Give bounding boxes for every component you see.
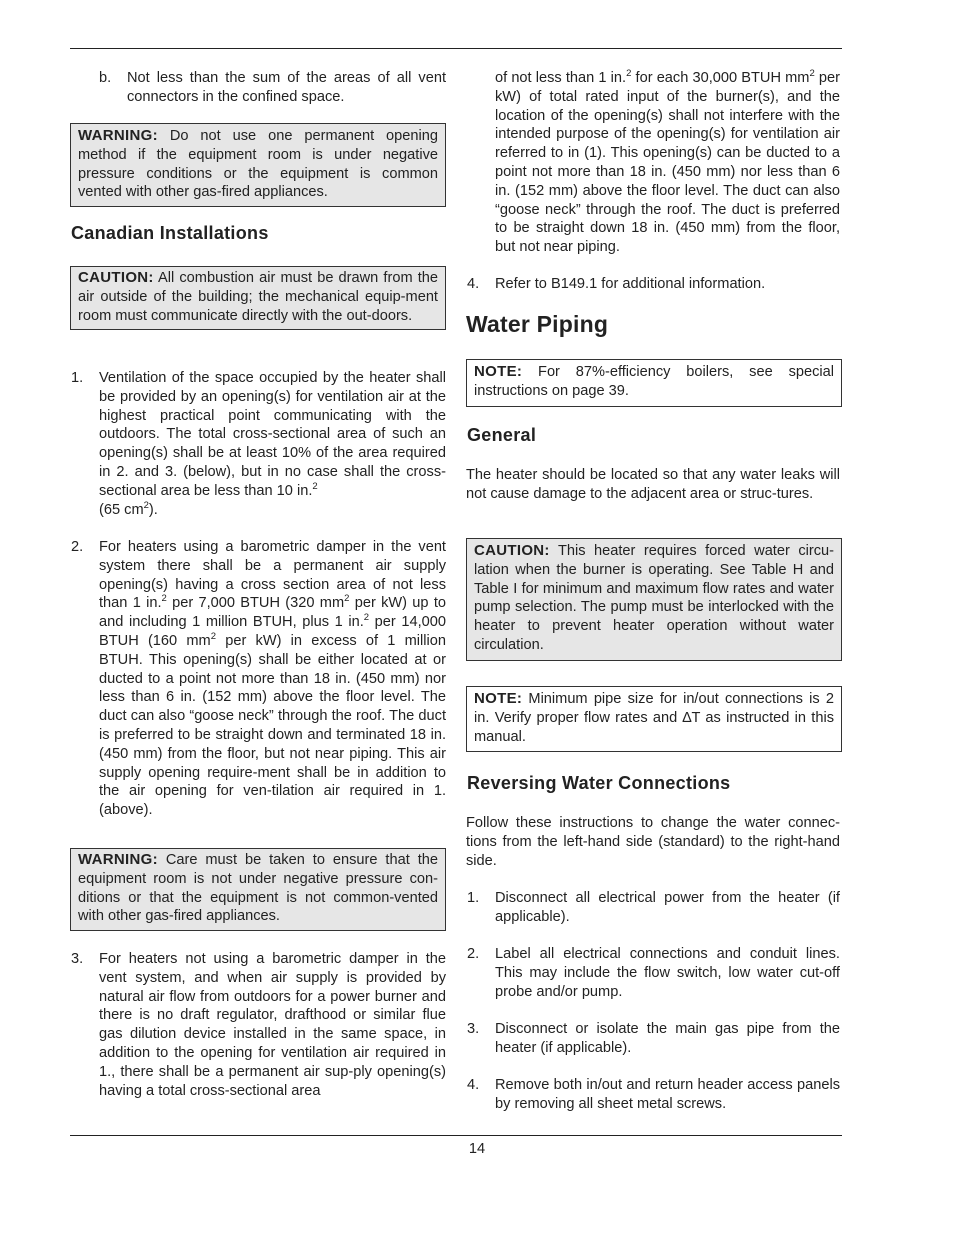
- section-heading-general: General: [467, 425, 537, 445]
- bottom-rule: [70, 1135, 842, 1136]
- section-heading-reversing-water-connections: Reversing Water Connections: [467, 773, 731, 793]
- list-marker: 4.: [467, 1077, 480, 1093]
- list-item-3: [70, 950, 446, 1100]
- paragraph-text: for each 30,000 BTUH mm: [631, 70, 810, 86]
- list-marker: 3.: [467, 1021, 480, 1037]
- superscript: 2: [626, 68, 632, 80]
- superscript: 2: [210, 631, 216, 643]
- continued-paragraph: [495, 69, 840, 257]
- note-box-pipe-size: [466, 686, 842, 752]
- warning-box-permanent-opening: [70, 123, 446, 207]
- list-item-text: Refer to B149.1 for additional information.: [495, 276, 766, 292]
- list-item-text: Not less than the sum of the areas of all vent connectors in the confined space.: [127, 70, 446, 105]
- reversing-paragraph: Follow these instructions to change the water connec-tions from the left-hand side (standard) to the right-hand side.: [466, 815, 840, 869]
- note-label: NOTE:: [474, 690, 523, 707]
- list-item-text: ).: [148, 501, 158, 518]
- list-marker: 2.: [467, 946, 480, 962]
- caution-text: This heater requires forced water circu-lation when the burner is operating. See Table H and Table I for minimum and maximum flow rates and water pump selection. The pump must be interlocked with the heater to prevent heater operation without water circulation.: [474, 543, 834, 653]
- section-heading-canadian-installations: Canadian Installations: [71, 223, 269, 243]
- list-item-text: Disconnect all electrical power from the heater (if applicable).: [495, 890, 840, 925]
- note-text: For 87%-efficiency boilers, see special instructions on page 39.: [474, 364, 834, 399]
- warning-label: WARNING:: [78, 851, 158, 868]
- list-item-text: For heaters using a barometric damper in the vent system there shall be a permanent air supply opening(s) having a cross section area of not less than 1 in.: [99, 539, 446, 612]
- step-item-4: [466, 1076, 840, 1114]
- superscript: 2: [312, 480, 318, 492]
- list-item-1: [70, 369, 446, 519]
- step-item-3: [466, 1020, 840, 1058]
- warning-text: Do not use one permanent opening method if the equipment room is under negative pressure conditions or the equipment is common vented with other gas-fired appliances.: [78, 128, 438, 201]
- paragraph-text: of not less than 1 in.: [495, 70, 627, 86]
- list-marker: 4.: [467, 276, 480, 292]
- list-item-text: Remove both in/out and return header access panels by removing all sheet metal screws.: [495, 1077, 840, 1112]
- list-item-text: per kW) up to and including 1 million BTUH, plus 1 in.: [99, 595, 446, 631]
- top-rule: [70, 48, 842, 49]
- list-item-text: per 7,000 BTUH (320 mm: [166, 595, 345, 612]
- caution-text: All combustion air must be drawn from the air outside of the building; the mechanical equip-ment room must communicate directly with the out-doors.: [78, 270, 438, 324]
- list-marker: 1.: [467, 890, 480, 906]
- note-text: Minimum pipe size for in/out connections is 2 in. Verify proper flow rates and ∆T as instructed in this manual.: [474, 691, 834, 745]
- page-number: 14: [468, 1141, 486, 1157]
- caution-box-combustion-air: [70, 266, 446, 330]
- superscript: 2: [143, 499, 149, 511]
- caution-label: CAUTION:: [474, 542, 550, 559]
- list-item-b: [70, 69, 446, 107]
- list-item-4: [466, 275, 840, 294]
- list-item-text: per 14,000 BTUH (160 mm: [99, 614, 446, 649]
- superscript: 2: [344, 593, 350, 605]
- section-heading-water-piping: Water Piping: [466, 311, 609, 337]
- caution-box-forced-circulation: [466, 538, 842, 661]
- list-marker: b.: [99, 70, 112, 86]
- caution-label: CAUTION:: [78, 269, 154, 286]
- general-paragraph: The heater should be located so that any water leaks will not cause damage to the adjacent area or struc-tures.: [466, 467, 840, 502]
- step-item-2: [466, 945, 840, 1001]
- superscript: 2: [161, 593, 167, 605]
- list-marker: 2.: [71, 539, 84, 555]
- list-item-text: per kW) in excess of 1 million BTUH. This opening(s) shall be either located at or ducted to a point not more than 18 in. (450 mm) nor less than 6 in. (152 mm) above the floor level. The duct can also “goose neck” through the roof. The duct is preferred to be straight down and terminated 18 in. (450 mm) from the floor, but not near piping. This air supply opening require-ment shall be in addition to the air opening for ven-tilation air required in 1. (above).: [99, 632, 446, 819]
- list-marker: 1.: [71, 370, 84, 386]
- list-item-2: [70, 538, 446, 820]
- step-item-1: [466, 889, 840, 927]
- superscript: 2: [809, 68, 815, 80]
- warning-text: Care must be taken to ensure that the equipment room is not under negative pressure con-ditions or that the equipment is not common-vented with other gas-fired appliances.: [78, 852, 438, 925]
- list-item-text: Label all electrical connections and conduit lines. This may include the flow switch, low water cut-off probe and/or pump.: [495, 946, 840, 1000]
- list-marker: 3.: [71, 951, 84, 967]
- list-item-text: Ventilation of the space occupied by the heater shall be provided by an opening(s) for ventilation air at the highest practical point communicating with the outdoors. The total cross-sectional area of such an opening(s) shall be at least 10% of the area required in 2. and 3. (below), but in no case shall the cross-sectional area be less than 10 in.: [99, 370, 446, 499]
- list-item-text: (65 cm: [99, 501, 144, 518]
- note-label: NOTE:: [474, 363, 523, 380]
- list-item-text: Disconnect or isolate the main gas pipe from the heater (if applicable).: [495, 1021, 840, 1056]
- paragraph-text: per kW) of total rated input of the burner(s), and the location of the opening(s) shall not interfere with the intended purpose of the opening(s) for ventilation air referred to in (1). This opening(s) can be ducted to a point not more than 18 in. (450 mm) nor less than 6 in. (152 mm) above the floor level. The duct can also “goose neck” through the roof. The duct is preferred to be straight down 18 in. (450 mm) from the floor, but not near piping.: [495, 70, 840, 256]
- superscript: 2: [363, 612, 370, 624]
- note-box-efficiency-boilers: [466, 359, 842, 407]
- warning-label: WARNING:: [78, 127, 158, 144]
- warning-box-negative-pressure: [70, 848, 446, 931]
- list-item-text: For heaters not using a barometric damper in the vent system, and when air supply is provided by natural air flow from outdoors for a power burner and there is no draft regulator, drafthood or similar flue gas dilution device installed in the same space, in addition to the opening for ventilation air required in 1., there shall be a permanent air sup-ply opening(s) having a total cross-sectional area: [99, 951, 446, 1099]
